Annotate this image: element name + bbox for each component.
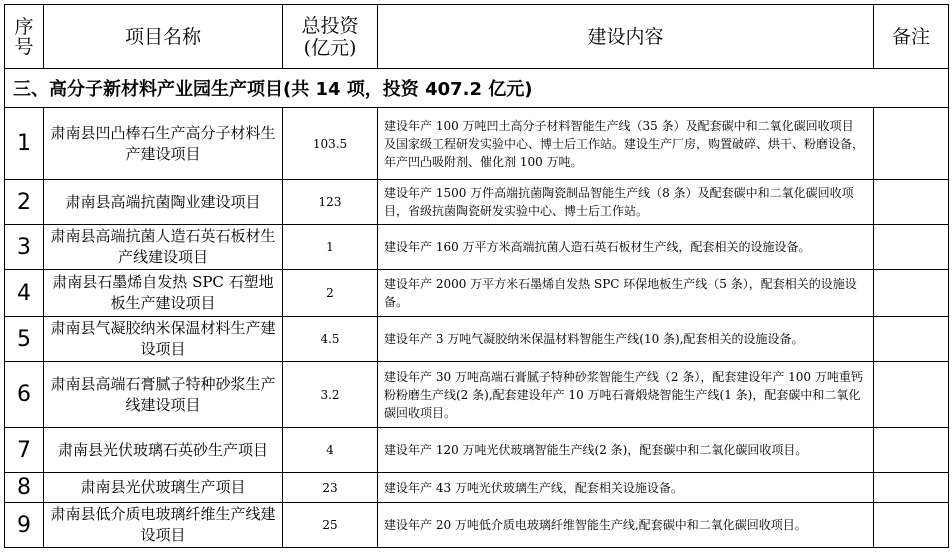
row-name: 肃南县光伏玻璃生产项目	[44, 473, 283, 503]
row-content: 建设年产 3 万吨气凝胶纳米保温材料智能生产线(10 条),配套相关的设施设备。	[378, 317, 874, 362]
row-no: 5	[5, 317, 44, 362]
row-no: 3	[5, 225, 44, 270]
row-note	[874, 317, 949, 362]
row-note	[874, 473, 949, 503]
row-content: 建设年产 30 万吨高端石膏腻子特种砂浆智能生产线（2 条），配套建设年产 100 万吨重钙粉粉磨生产线(2 条),配套建设年产 10 万吨石膏煅烧智能生产线(1 条)，配套碳中和二氧化碳回收项目。	[378, 362, 874, 428]
row-name: 肃南县高端抗菌陶业建设项目	[44, 180, 283, 225]
row-name: 肃南县凹凸棒石生产高分子材料生产建设项目	[44, 108, 283, 180]
row-note	[874, 503, 949, 548]
project-table	[4, 4, 949, 548]
row-investment: 3.2	[283, 362, 378, 428]
row-note	[874, 108, 949, 180]
table-row	[5, 225, 949, 270]
header-name: 项目名称	[44, 5, 283, 69]
row-name: 肃南县高端石膏腻子特种砂浆生产线建设项目	[44, 362, 283, 428]
header-investment: 总投资 (亿元)	[283, 5, 378, 69]
row-name: 肃南县光伏玻璃石英砂生产项目	[44, 428, 283, 473]
row-no: 9	[5, 503, 44, 548]
header-note: 备注	[874, 5, 949, 69]
row-content: 建设年产 120 万吨光伏玻璃智能生产线(2 条)，配套碳中和二氧化碳回收项目。	[378, 428, 874, 473]
row-content: 建设年产 100 万吨凹土高分子材料智能生产线（35 条）及配套碳中和二氧化碳回收项目及国家级工程研发实验中心、博士后工作站。建设生产厂房，购置破碎、烘干、粉磨设备，年产凹凸吸附剂、催化剂 100 万吨。	[378, 108, 874, 180]
row-content: 建设年产 160 万平方米高端抗菌人造石英石板材生产线，配套相关的设施设备。	[378, 225, 874, 270]
row-investment: 2	[283, 270, 378, 317]
row-name: 肃南县气凝胶纳米保温材料生产建设项目	[44, 317, 283, 362]
table-row	[5, 108, 949, 180]
header-no: 序 号	[5, 5, 44, 69]
table-row	[5, 473, 949, 503]
row-investment: 4	[283, 428, 378, 473]
table-row	[5, 503, 949, 548]
row-content: 建设年产 43 万吨光伏玻璃生产线，配套相关设施设备。	[378, 473, 874, 503]
row-note	[874, 270, 949, 317]
row-no: 7	[5, 428, 44, 473]
table-row	[5, 428, 949, 473]
header-content: 建设内容	[378, 5, 874, 69]
table-row	[5, 317, 949, 362]
row-name: 肃南县石墨烯自发热 SPC 石塑地板生产建设项目	[44, 270, 283, 317]
table-row	[5, 180, 949, 225]
row-no: 8	[5, 473, 44, 503]
row-name: 肃南县低介质电玻璃纤维生产线建设项目	[44, 503, 283, 548]
section-row	[5, 69, 949, 108]
row-no: 1	[5, 108, 44, 180]
row-investment: 4.5	[283, 317, 378, 362]
table-row	[5, 270, 949, 317]
row-content: 建设年产 20 万吨低介质电玻璃纤维智能生产线,配套碳中和二氧化碳回收项目。	[378, 503, 874, 548]
row-note	[874, 428, 949, 473]
table-row	[5, 362, 949, 428]
row-note	[874, 225, 949, 270]
row-name: 肃南县高端抗菌人造石英石板材生产线建设项目	[44, 225, 283, 270]
section-title: 三、高分子新材料产业园生产项目(共 14 项，投资 407.2 亿元)	[5, 69, 949, 108]
row-investment: 123	[283, 180, 378, 225]
row-content: 建设年产 2000 万平方米石墨烯自发热 SPC 环保地板生产线（5 条），配套相关的设施设备。	[378, 270, 874, 317]
row-note	[874, 362, 949, 428]
row-note	[874, 180, 949, 225]
row-investment: 25	[283, 503, 378, 548]
table-header-row	[5, 5, 949, 69]
row-no: 4	[5, 270, 44, 317]
row-no: 2	[5, 180, 44, 225]
row-content: 建设年产 1500 万件高端抗菌陶瓷制品智能生产线（8 条）及配套碳中和二氧化碳回收项目，省级抗菌陶瓷研发实验中心、博士后工作站。	[378, 180, 874, 225]
row-investment: 23	[283, 473, 378, 503]
row-investment: 1	[283, 225, 378, 270]
row-no: 6	[5, 362, 44, 428]
row-investment: 103.5	[283, 108, 378, 180]
